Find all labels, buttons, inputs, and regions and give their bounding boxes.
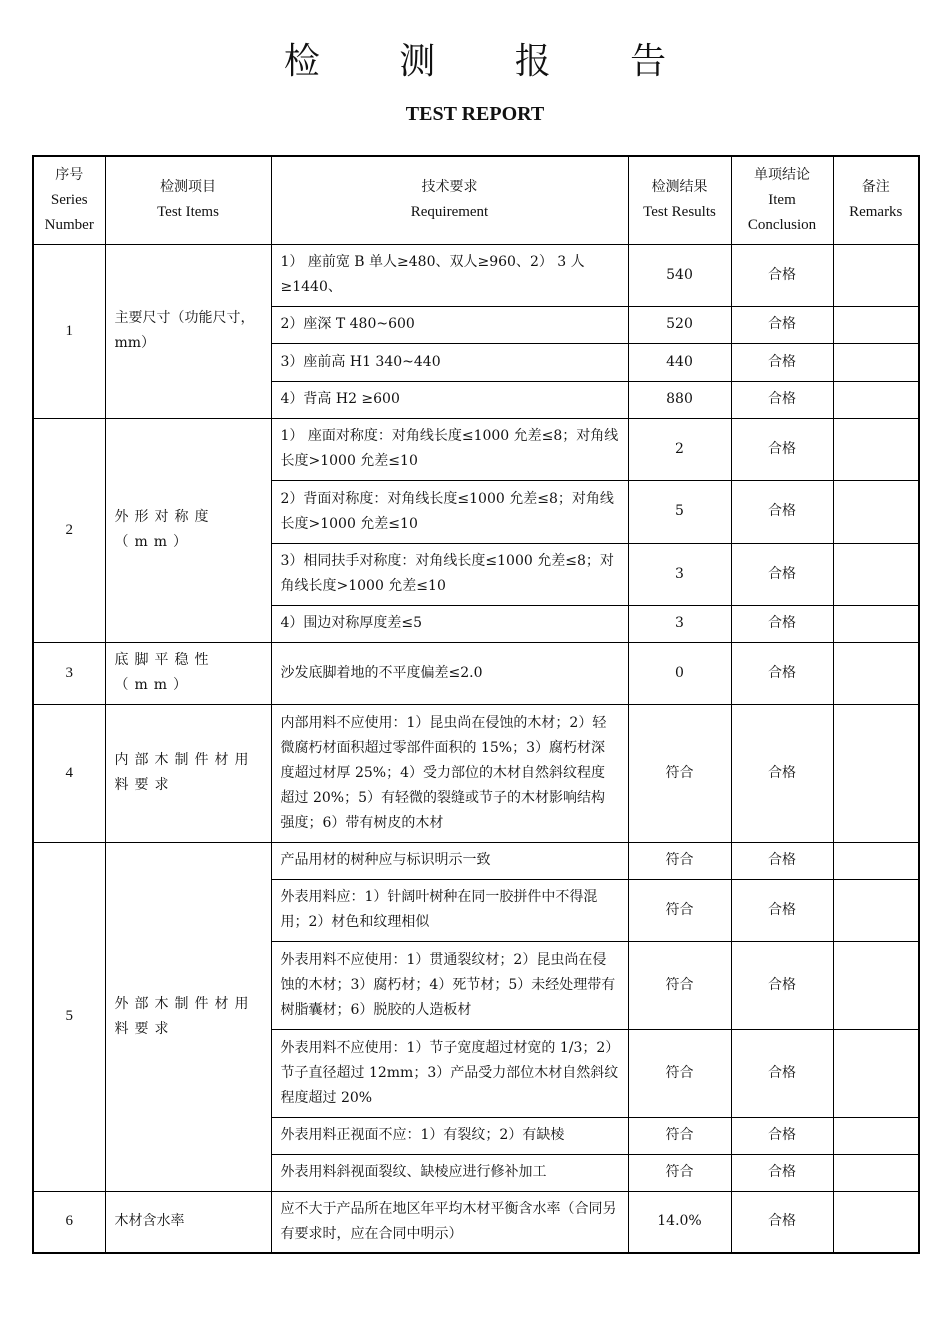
result-cell: 880: [628, 381, 731, 418]
result-cell: 3: [628, 605, 731, 642]
header-items: 检测项目 Test Items: [105, 156, 271, 244]
remarks-cell: [833, 418, 919, 480]
conclusion-cell: 合格: [731, 1029, 833, 1117]
result-cell: 520: [628, 306, 731, 343]
test-item-label: 外形对称度（mm）: [114, 509, 215, 550]
remarks-cell: [833, 480, 919, 543]
conclusion-cell: 合格: [731, 480, 833, 543]
test-item-cell: [105, 1191, 271, 1253]
result-cell: 符合: [628, 1154, 731, 1191]
conclusion-cell: 合格: [731, 605, 833, 642]
requirement-cell: 外表用料应：1）针阔叶树种在同一胶拼件中不得混用；2）材色和纹理相似: [271, 879, 628, 941]
remarks-cell: [833, 1154, 919, 1191]
result-cell: 440: [628, 343, 731, 381]
remarks-cell: [833, 842, 919, 879]
remarks-cell: [833, 1191, 919, 1253]
conclusion-cell: 合格: [731, 642, 833, 704]
requirement-cell: 3）座前高 H1 340~440: [271, 343, 628, 381]
remarks-cell: [833, 704, 919, 842]
remarks-cell: [833, 605, 919, 642]
report-subtitle: TEST REPORT: [405, 103, 545, 125]
requirement-cell: 外表用料不应使用：1）贯通裂纹材；2）昆虫尚在侵蚀的木材；3）腐朽材；4）死节材；5）未经处理带有树脂囊材；6）脱胶的人造板材: [271, 941, 628, 1029]
result-cell: 符合: [628, 879, 731, 941]
test-item-label: 底脚平稳性（mm）: [114, 652, 215, 693]
header-conclusion: 单项结论 Item Conclusion: [731, 156, 833, 244]
requirement-cell: 2）背面对称度：对角线长度≤1000 允差≤8；对角线长度>1000 允差≤10: [271, 480, 628, 543]
series-number-cell: 3: [33, 642, 105, 704]
report-title: 检 测 报 告: [283, 41, 701, 82]
result-cell: 符合: [628, 941, 731, 1029]
result-cell: 3: [628, 543, 731, 605]
remarks-cell: [833, 941, 919, 1029]
table-row: [33, 642, 919, 704]
conclusion-cell: 合格: [731, 879, 833, 941]
remarks-cell: [833, 381, 919, 418]
conclusion-cell: 合格: [731, 1191, 833, 1253]
remarks-cell: [833, 244, 919, 306]
remarks-cell: [833, 543, 919, 605]
conclusion-cell: 合格: [731, 704, 833, 842]
conclusion-cell: 合格: [731, 543, 833, 605]
result-cell: 2: [628, 418, 731, 480]
table-row: [33, 704, 919, 842]
conclusion-cell: 合格: [731, 306, 833, 343]
remarks-cell: [833, 1029, 919, 1117]
remarks-cell: [833, 306, 919, 343]
remarks-cell: [833, 343, 919, 381]
conclusion-cell: 合格: [731, 1154, 833, 1191]
header-results: 检测结果 Test Results: [628, 156, 731, 244]
header-series: 序号 Series Number: [33, 156, 105, 244]
requirement-cell: 4）背高 H2 ≥600: [271, 381, 628, 418]
remarks-cell: [833, 1117, 919, 1154]
result-cell: 0: [628, 642, 731, 704]
result-cell: 符合: [628, 704, 731, 842]
test-item-cell: [105, 842, 271, 1191]
result-cell: 符合: [628, 1029, 731, 1117]
conclusion-cell: 合格: [731, 1117, 833, 1154]
series-number-cell: 6: [33, 1191, 105, 1253]
series-number-cell: 2: [33, 418, 105, 642]
requirement-cell: 4）围边对称厚度差≤5: [271, 605, 628, 642]
report-body: [33, 244, 919, 1253]
test-item-cell: [105, 704, 271, 842]
remarks-cell: [833, 642, 919, 704]
requirement-cell: 1） 座前宽 B 单人≥480、双人≥960、2） 3 人≥1440、: [271, 244, 628, 306]
remarks-cell: [833, 879, 919, 941]
conclusion-cell: 合格: [731, 941, 833, 1029]
test-report-table: [32, 155, 920, 1254]
header-remarks: 备注 Remarks: [833, 156, 919, 244]
conclusion-cell: 合格: [731, 244, 833, 306]
series-number-cell: 1: [33, 244, 105, 418]
table-row: [33, 1191, 919, 1253]
conclusion-cell: 合格: [731, 418, 833, 480]
test-item-label: 主要尺寸（功能尺寸，mm）: [114, 310, 255, 351]
table-row: [33, 842, 919, 879]
conclusion-cell: 合格: [731, 381, 833, 418]
series-number-cell: 5: [33, 842, 105, 1191]
conclusion-cell: 合格: [731, 343, 833, 381]
requirement-cell: 应不大于产品所在地区年平均木材平衡含水率（合同另有要求时，应在合同中明示）: [271, 1191, 628, 1253]
requirement-cell: 产品用材的树种应与标识明示一致: [271, 842, 628, 879]
test-item-cell: [105, 244, 271, 418]
requirement-cell: 外表用料斜视面裂纹、缺棱应进行修补加工: [271, 1154, 628, 1191]
result-cell: 符合: [628, 842, 731, 879]
requirement-cell: 外表用料正视面不应：1）有裂纹；2）有缺棱: [271, 1117, 628, 1154]
series-number-cell: 4: [33, 704, 105, 842]
header-requirement: 技术要求 Requirement: [271, 156, 628, 244]
requirement-cell: 沙发底脚着地的不平度偏差≤2.0: [271, 642, 628, 704]
conclusion-cell: 合格: [731, 842, 833, 879]
requirement-cell: 外表用料不应使用：1）节子宽度超过材宽的 1/3；2）节子直径超过 12mm；3）产品受力部位木材自然斜纹程度超过 20%: [271, 1029, 628, 1117]
result-cell: 14.0%: [628, 1191, 731, 1253]
test-item-cell: [105, 418, 271, 642]
table-row: [33, 418, 919, 480]
requirement-cell: 2）座深 T 480~600: [271, 306, 628, 343]
result-cell: 5: [628, 480, 731, 543]
result-cell: 符合: [628, 1117, 731, 1154]
table-row: [33, 244, 919, 306]
test-item-label: 内部木制件材用料要求: [114, 752, 255, 793]
test-item-label: 外部木制件材用料要求: [114, 995, 255, 1037]
requirement-cell: 1） 座面对称度：对角线长度≤1000 允差≤8；对角线长度>1000 允差≤10: [271, 418, 628, 480]
result-cell: 540: [628, 244, 731, 306]
test-item-cell: [105, 642, 271, 704]
test-item-label: 木材含水率: [114, 1213, 185, 1230]
requirement-cell: 内部用料不应使用：1）昆虫尚在侵蚀的木材；2）轻微腐朽材面积超过零部件面积的 15%；3）腐朽材深度超过材厚 25%；4）受力部位的木材自然斜纹程度超过 20%；5）有轻微的裂缝或节子的木材影响结构强度；6）带有树皮的木材: [271, 704, 628, 842]
header-row: [33, 156, 919, 244]
requirement-cell: 3）相同扶手对称度：对角线长度≤1000 允差≤8；对角线长度>1000 允差≤10: [271, 543, 628, 605]
